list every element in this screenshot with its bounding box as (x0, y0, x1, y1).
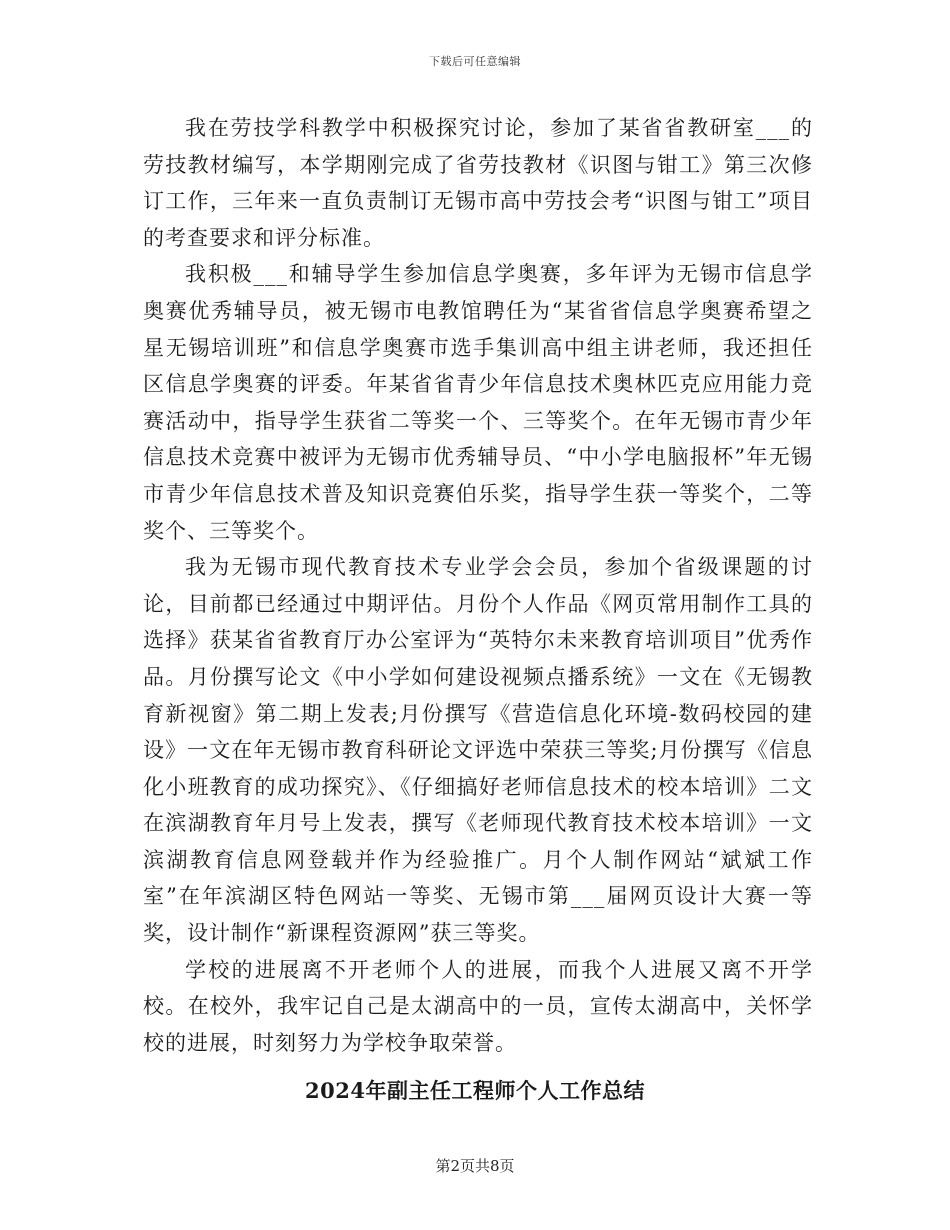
page-number: 第2页共8页 (435, 1157, 515, 1175)
paragraph-school: 学校的进展离不开老师个人的进展，而我个人进展又离不开学校。在校外，我牢记自己是太湖高中的一员，宣传太湖高中，关怀学校的进展，时刻努力为学校争取荣誉。 (143, 957, 813, 1055)
paragraph-research: 我为无锡市现代教育技术专业学会会员，参加个省级课题的讨论，目前都已经通过中期评估。月份个人作品《网页常用制作工具的选择》获某省省教育厅办公室评为“英特尔未来教育培训项目”优秀作品。月份撰写论文《中小学如何建设视频点播系统》一文在《无锡教育新视窗》第二期上发表;月份撰写《营造信息化环境-数码校园的建设》一文在年无锡市教育科研论文评选中荣获三等奖;月份撰写《信息化小班教育的成功探究》、《仔细搞好老师信息技术的校本培训》二文在滨湖教育年月号上发表，撰写《老师现代教育技术校本培训》一文滨湖教育信息网登载并作为经验推广。月个人制作网站“斌斌工作室”在年滨湖区特色网站一等奖、无锡市第___届网页设计大赛一等奖，设计制作“新课程资源网”获三等奖。 (143, 555, 813, 946)
paragraph-olympiad: 我积极___和辅导学生参加信息学奥赛，多年评为无锡市信息学奥赛优秀辅导员，被无锡市电教馆聘任为“某省省信息学奥赛希望之星无锡培训班”和信息学奥赛市选手集训高中组主讲老师，我还担任区信息学奥赛的评委。年某省省青少年信息技术奥林匹克应用能力竞赛活动中，指导学生获省二等奖一个、三等奖个。在年无锡市青少年信息技术竞赛中被评为无锡市优秀辅导员、“中小学电脑报杯”年无锡市青少年信息技术普及知识竞赛伯乐奖，指导学生获一等奖个，二等奖个、三等奖个。 (143, 262, 813, 543)
body-text (143, 110, 813, 1061)
header-note: 下载后可任意编辑 (429, 55, 521, 68)
section-title: 2024年副主任工程师个人工作总结 (305, 1078, 645, 1103)
paragraph-labor-tech: 我在劳技学科教学中积极探究讨论，参加了某省省教研室___的劳技教材编写，本学期刚完成了省劳技教材《识图与钳工》第三次修订工作，三年来一直负责制订无锡市高中劳技会考“识图与钳工”项目的考查要求和评分标准。 (143, 116, 813, 250)
